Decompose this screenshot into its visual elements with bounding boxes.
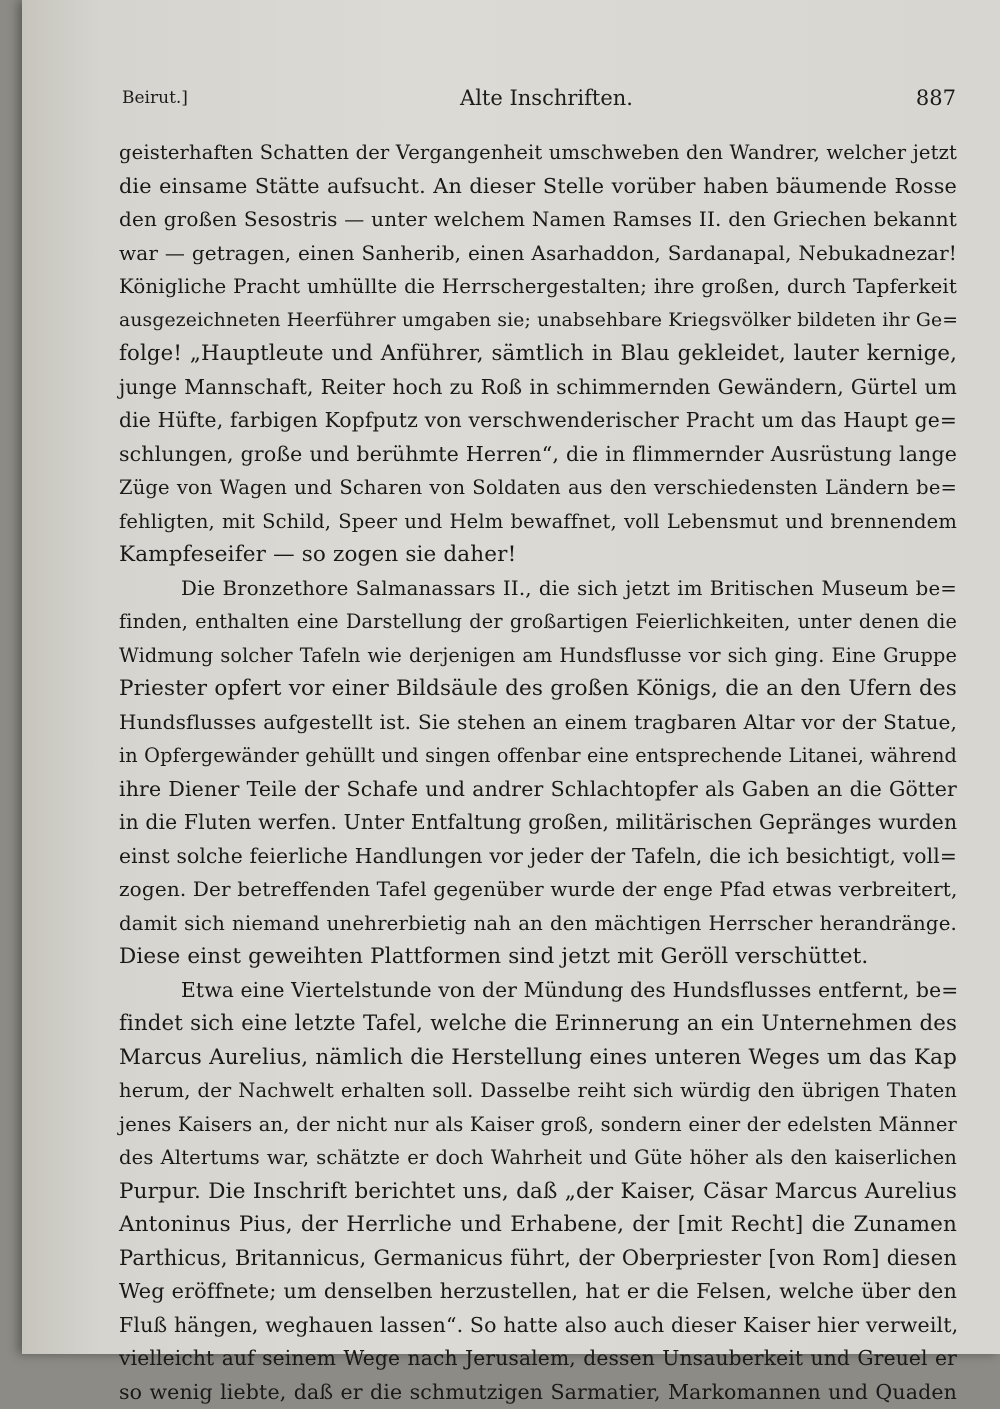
text-line: Züge von Wagen und Scharen von Soldaten aus den verschiedensten Ländern be=	[119, 471, 957, 505]
text-line: einst solche feierliche Handlungen vor jeder der Tafeln, die ich besichtigt, voll=	[119, 840, 957, 874]
text-line: Diese einst geweihten Plattformen sind jetzt mit Geröll verschüttet.	[119, 940, 957, 974]
text-line: vielleicht auf seinem Wege nach Jerusalem, dessen Unsauberkeit und Greuel er	[119, 1342, 957, 1376]
text-line: geisterhaften Schatten der Vergangenheit umschweben den Wandrer, welcher jetzt	[119, 136, 957, 170]
text-line: Weg eröffnete; um denselben herzustellen, hat er die Felsen, welche über den	[119, 1275, 957, 1309]
text-line: Parthicus, Britannicus, Germanicus führt, der Oberpriester [von Rom] diesen	[119, 1242, 957, 1276]
text-line: Hundsflusses aufgestellt ist. Sie stehen an einem tragbaren Altar vor der Statue,	[119, 706, 957, 740]
text-line: Antoninus Pius, der Herrliche und Erhabene, der [mit Recht] die Zunamen	[119, 1208, 957, 1242]
text-line: die einsame Stätte aufsucht. An dieser Stelle vorüber haben bäumende Rosse	[119, 170, 957, 204]
text-line: Kampfeseifer — so zogen sie daher!	[119, 538, 957, 572]
text-line: schlungen, große und berühmte Herren“, die in flimmernder Ausrüstung lange	[119, 438, 957, 472]
text-line: fehligten, mit Schild, Speer und Helm bewaffnet, voll Lebensmut und brennendem	[119, 505, 957, 539]
body-text	[119, 136, 957, 1409]
book-page	[22, 0, 1000, 1354]
header-title: Alte Inschriften.	[122, 86, 956, 110]
text-line: ihre Diener Teile der Schafe und andrer Schlachtopfer als Gaben an die Götter	[119, 773, 957, 807]
text-line: die Hüfte, farbigen Kopfputz von verschwenderischer Pracht um das Haupt ge=	[119, 404, 957, 438]
text-line: Widmung solcher Tafeln wie derjenigen am Hundsflusse vor sich ging. Eine Gruppe	[119, 639, 957, 673]
text-line: findet sich eine letzte Tafel, welche die Erinnerung an ein Unternehmen des	[119, 1007, 957, 1041]
text-line: Fluß hängen, weghauen lassen“. So hatte also auch dieser Kaiser hier verweilt,	[119, 1309, 957, 1343]
text-line: junge Mannschaft, Reiter hoch zu Roß in schimmernden Gewändern, Gürtel um	[119, 371, 957, 405]
text-line: finden, enthalten eine Darstellung der großartigen Feierlichkeiten, unter denen die	[119, 605, 957, 639]
text-line: Marcus Aurelius, nämlich die Herstellung eines unteren Weges um das Kap	[119, 1041, 957, 1075]
text-line: Etwa eine Viertelstunde von der Mündung des Hundsflusses entfernt, be=	[119, 974, 957, 1008]
header-section-label: Beirut.]	[122, 88, 188, 108]
text-line: damit sich niemand unehrerbietig nah an den mächtigen Herrscher herandränge.	[119, 907, 957, 941]
text-line: jenes Kaisers an, der nicht nur als Kaiser groß, sondern einer der edelsten Männer	[119, 1108, 957, 1142]
text-line: Purpur. Die Inschrift berichtet uns, daß „der Kaiser, Cäsar Marcus Aurelius	[119, 1175, 957, 1209]
text-line: ausgezeichneten Heerführer umgaben sie; unabsehbare Kriegsvölker bildeten ihr Ge=	[119, 304, 957, 338]
text-line: Die Bronzethore Salmanassars II., die sich jetzt im Britischen Museum be=	[119, 572, 957, 606]
text-line: zogen. Der betreffenden Tafel gegenüber wurde der enge Pfad etwas verbreitert,	[119, 873, 957, 907]
running-header	[122, 86, 956, 116]
page-number: 887	[916, 86, 956, 110]
text-line: in Opfergewänder gehüllt und singen offenbar eine entsprechende Litanei, während	[119, 739, 957, 773]
text-line: den großen Sesostris — unter welchem Namen Ramses II. den Griechen bekannt	[119, 203, 957, 237]
text-line: folge! „Hauptleute und Anführer, sämtlich in Blau gekleidet, lauter kernige,	[119, 337, 957, 371]
text-line: Königliche Pracht umhüllte die Herrschergestalten; ihre großen, durch Tapferkeit	[119, 270, 957, 304]
text-line: in die Fluten werfen. Unter Entfaltung großen, militärischen Gepränges wurden	[119, 806, 957, 840]
text-line: war — getragen, einen Sanherib, einen Asarhaddon, Sardanapal, Nebukadnezar!	[119, 237, 957, 271]
text-line: des Altertums war, schätzte er doch Wahrheit und Güte höher als den kaiserlichen	[119, 1141, 957, 1175]
text-line: so wenig liebte, daß er die schmutzigen Sarmatier, Markomannen und Quaden	[119, 1376, 957, 1409]
text-line: herum, der Nachwelt erhalten soll. Dasselbe reiht sich würdig den übrigen Thaten	[119, 1074, 957, 1108]
text-line: Priester opfert vor einer Bildsäule des großen Königs, die an den Ufern des	[119, 672, 957, 706]
